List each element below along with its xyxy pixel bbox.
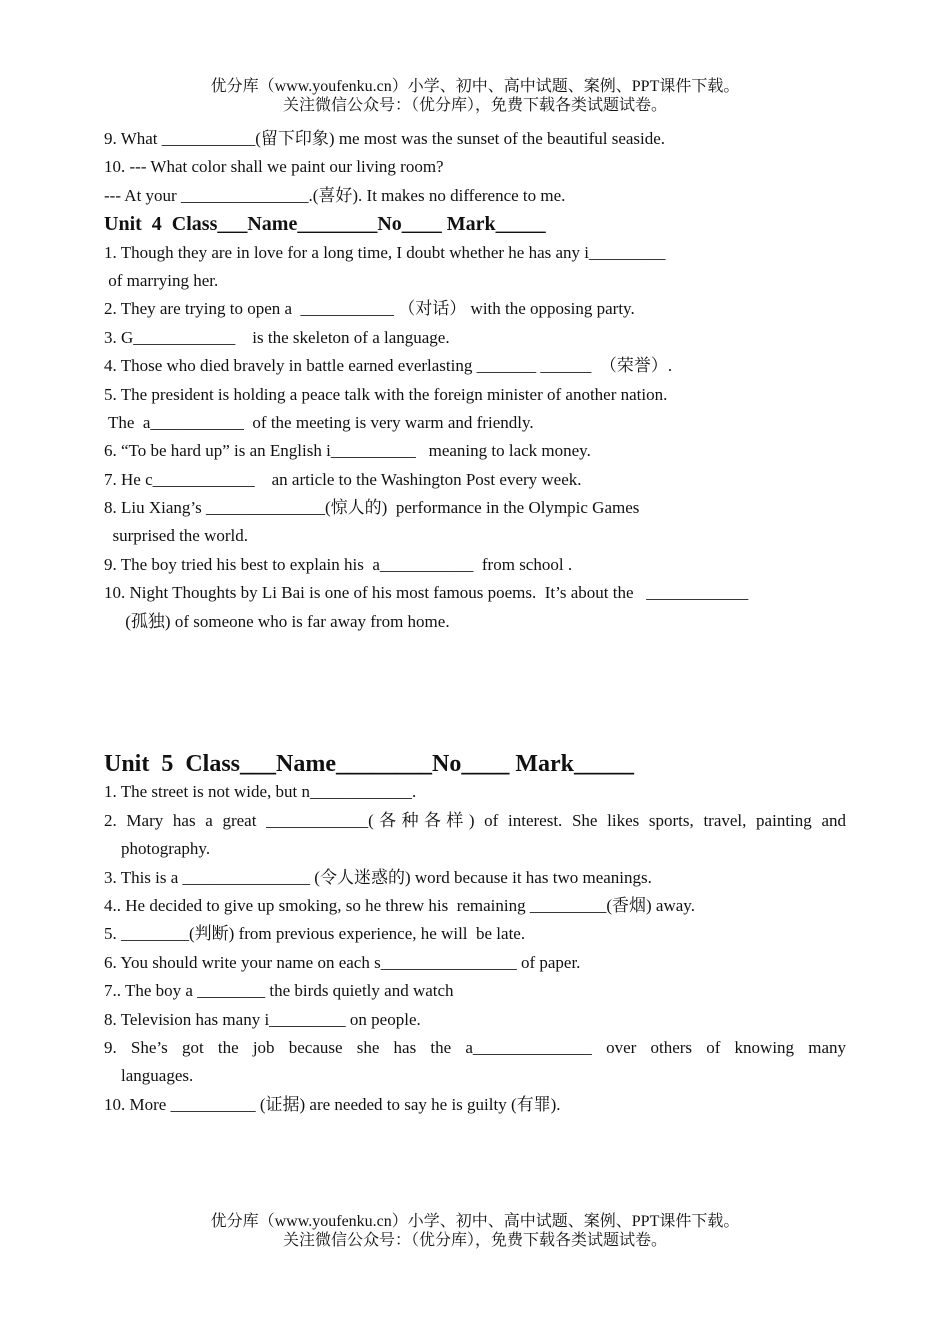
question-line: 1. The street is not wide, but n____________.	[104, 782, 417, 802]
question-line: of marrying her.	[104, 270, 219, 290]
question-line: 9. What ___________(留下印象) me most was the sunset of the beautiful seaside.	[104, 129, 666, 148]
question-line: 8. Liu Xiang’s ______________(惊人的) performance in the Olympic Games	[104, 498, 640, 518]
question-line: 1. Though they are in love for a long time, I doubt whether he has any i_________	[104, 242, 666, 262]
question-line: photography.	[104, 839, 211, 859]
question-line: 9. The boy tried his best to explain his a___________ from school .	[104, 554, 573, 574]
question-line: 10. More __________ (证据) are needed to say he is guilty (有罪).	[104, 1094, 561, 1114]
question-line: surprised the world.	[104, 526, 249, 546]
question-line: 6. “To be hard up” is an English i__________ meaning to lack money.	[104, 441, 591, 461]
question-line: 5. ________(判断) from previous experience, he will be late.	[104, 924, 526, 944]
unit4-title: Unit 4 Class___Name________No____ Mark_____	[104, 213, 546, 236]
question-line: 4. Those who died bravely in battle earned everlasting _______ ______ （荣誉）.	[104, 356, 673, 376]
question-line: 10. --- What color shall we paint our living room?	[104, 157, 444, 177]
header-line-2: 关注微信公众号：（优分库），免费下载各类试题试卷。	[282, 97, 667, 114]
footer-line-2: 关注微信公众号：（优分库），免费下载各类试题试卷。	[282, 1232, 667, 1249]
question-line: 9. She’s got the job because she has the a______________ over others of knowing many	[104, 1037, 846, 1057]
question-line: 2. Mary has a great ____________(各种各样) of interest. She likes sports, travel, painting and	[104, 810, 846, 830]
question-line: 2. They are trying to open a ___________ （对话） with the opposing party.	[104, 299, 635, 319]
question-line: (孤独) of someone who is far away from home.	[104, 611, 450, 631]
document-body	[104, 125, 846, 636]
question-line: 8. Television has many i_________ on people.	[104, 1009, 421, 1029]
question-line: languages.	[104, 1066, 194, 1086]
question-line: --- At your _______________.(喜好). It makes no difference to me.	[104, 185, 566, 205]
question-line: 6. You should write your name on each s________________ of paper.	[104, 952, 581, 972]
question-line: 3. This is a _______________ (令人迷惑的) word because it has two meanings.	[104, 867, 652, 887]
header-line-1: 优分库（www.youfenku.cn）小学、初中、高中试题、案例、PPT课件下载。	[210, 78, 740, 95]
question-line: 3. G____________ is the skeleton of a language.	[104, 327, 450, 347]
question-line: 5. The president is holding a peace talk with the foreign minister of another nation.	[104, 384, 668, 404]
question-line: The a___________ of the meeting is very warm and friendly.	[104, 412, 534, 432]
question-line: 7.. The boy a ________ the birds quietly and watch	[104, 981, 454, 1001]
page-footer	[0, 1212, 950, 1250]
unit5-title: Unit 5 Class___Name________No____ Mark_____	[104, 751, 634, 777]
question-line: 10. Night Thoughts by Li Bai is one of his most famous poems. It’s about the ____________	[104, 583, 749, 603]
footer-line-1: 优分库（www.youfenku.cn）小学、初中、高中试题、案例、PPT课件下载。	[210, 1213, 740, 1230]
question-line: 4.. He decided to give up smoking, so he threw his remaining _________(香烟) away.	[104, 895, 695, 915]
page-header	[0, 77, 950, 115]
question-line: 7. He c____________ an article to the Washington Post every week.	[104, 469, 582, 489]
unit5-section	[104, 750, 846, 1119]
